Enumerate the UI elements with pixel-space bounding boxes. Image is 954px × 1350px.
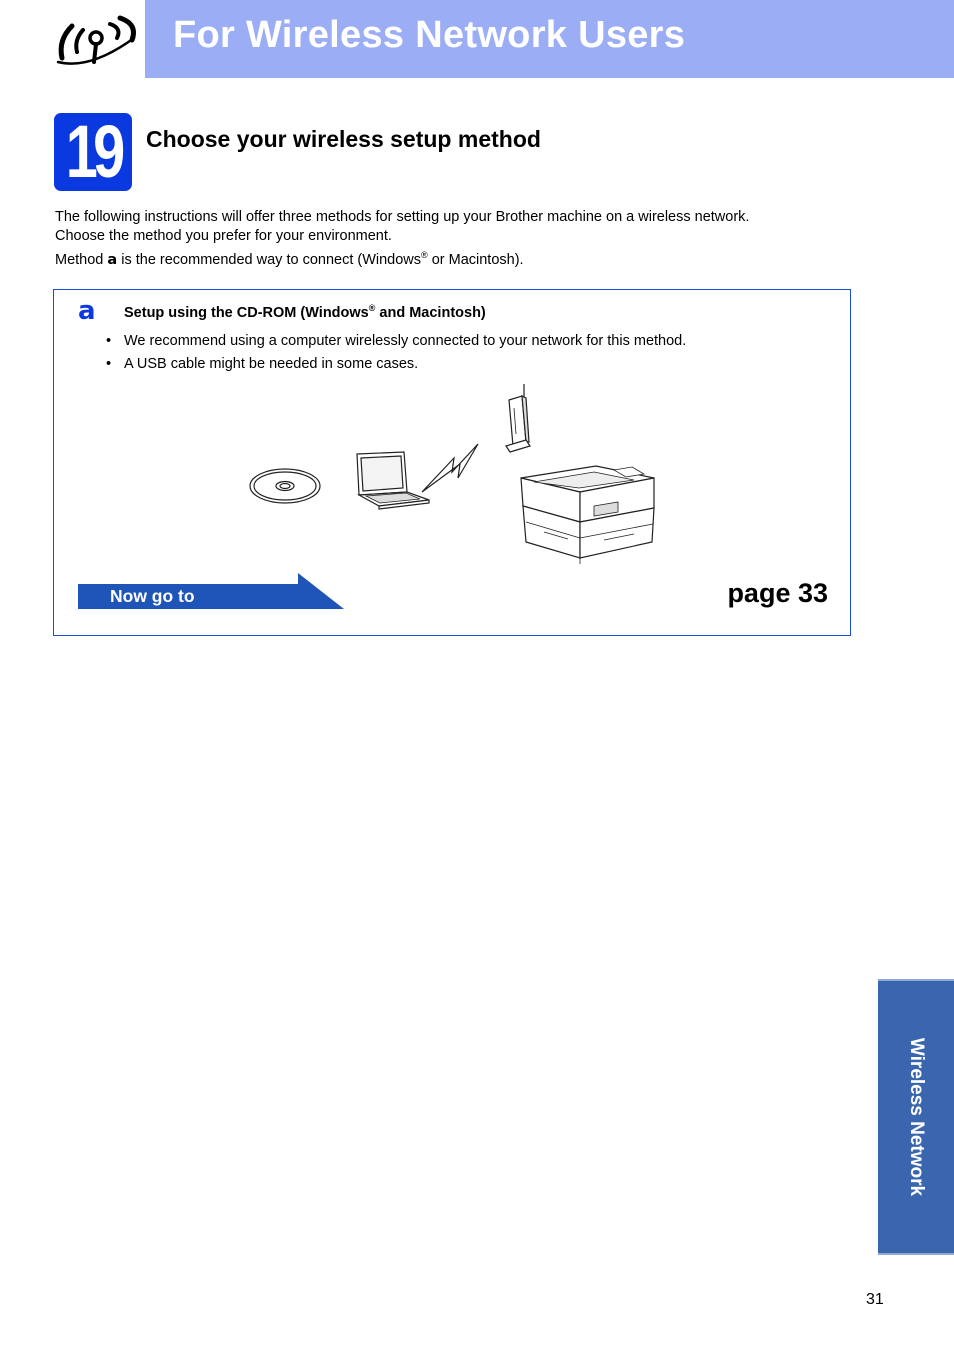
goto-label: Now go to (110, 586, 195, 606)
step-number: 19 (65, 110, 121, 193)
page-number: 31 (866, 1291, 884, 1308)
setup-illustration (234, 382, 674, 572)
wireless-signal-icon (422, 444, 478, 492)
step-number-badge (54, 110, 132, 193)
side-tab-wireless-network (878, 979, 954, 1255)
method-title-text: Setup using the CD-ROM (Windows (124, 305, 369, 321)
side-tab-label: Wireless Network (906, 1037, 927, 1197)
page-reference-link[interactable]: page 33 (727, 578, 828, 608)
method-letter: a (107, 252, 118, 268)
bullet-dot: • (106, 333, 112, 349)
bullet-text: We recommend using a computer wirelessly connected to your network for this method. (124, 333, 687, 349)
laptop-icon (357, 452, 429, 509)
step-title: Choose your wireless setup method (146, 126, 541, 152)
printer-icon (521, 466, 654, 564)
header-bar (145, 0, 954, 78)
cd-rom-icon (250, 469, 320, 503)
intro-text: or Macintosh). (427, 252, 524, 268)
method-a-title (124, 305, 486, 321)
page-title: For Wireless Network Users (173, 14, 686, 56)
method-a-letter: a (78, 296, 96, 326)
bullet-dot: • (106, 356, 112, 372)
intro-line-1: The following instructions will offer three methods for setting up your Brother machine on a wireless network. (55, 209, 750, 225)
method-title-text: and Macintosh) (375, 305, 486, 321)
intro-line-2: Choose the method you prefer for your environment. (55, 228, 392, 244)
router-icon (506, 384, 530, 452)
registered-mark: ® (421, 250, 428, 261)
registered-mark: ® (368, 303, 376, 314)
bullet-text: A USB cable might be needed in some cases. (124, 356, 419, 372)
intro-line-3 (55, 251, 524, 270)
wireless-signal-icon (50, 8, 142, 70)
intro-text: is the recommended way to connect (Windows (117, 252, 422, 268)
method-a-panel (53, 289, 851, 636)
intro-text: Method (55, 252, 108, 268)
